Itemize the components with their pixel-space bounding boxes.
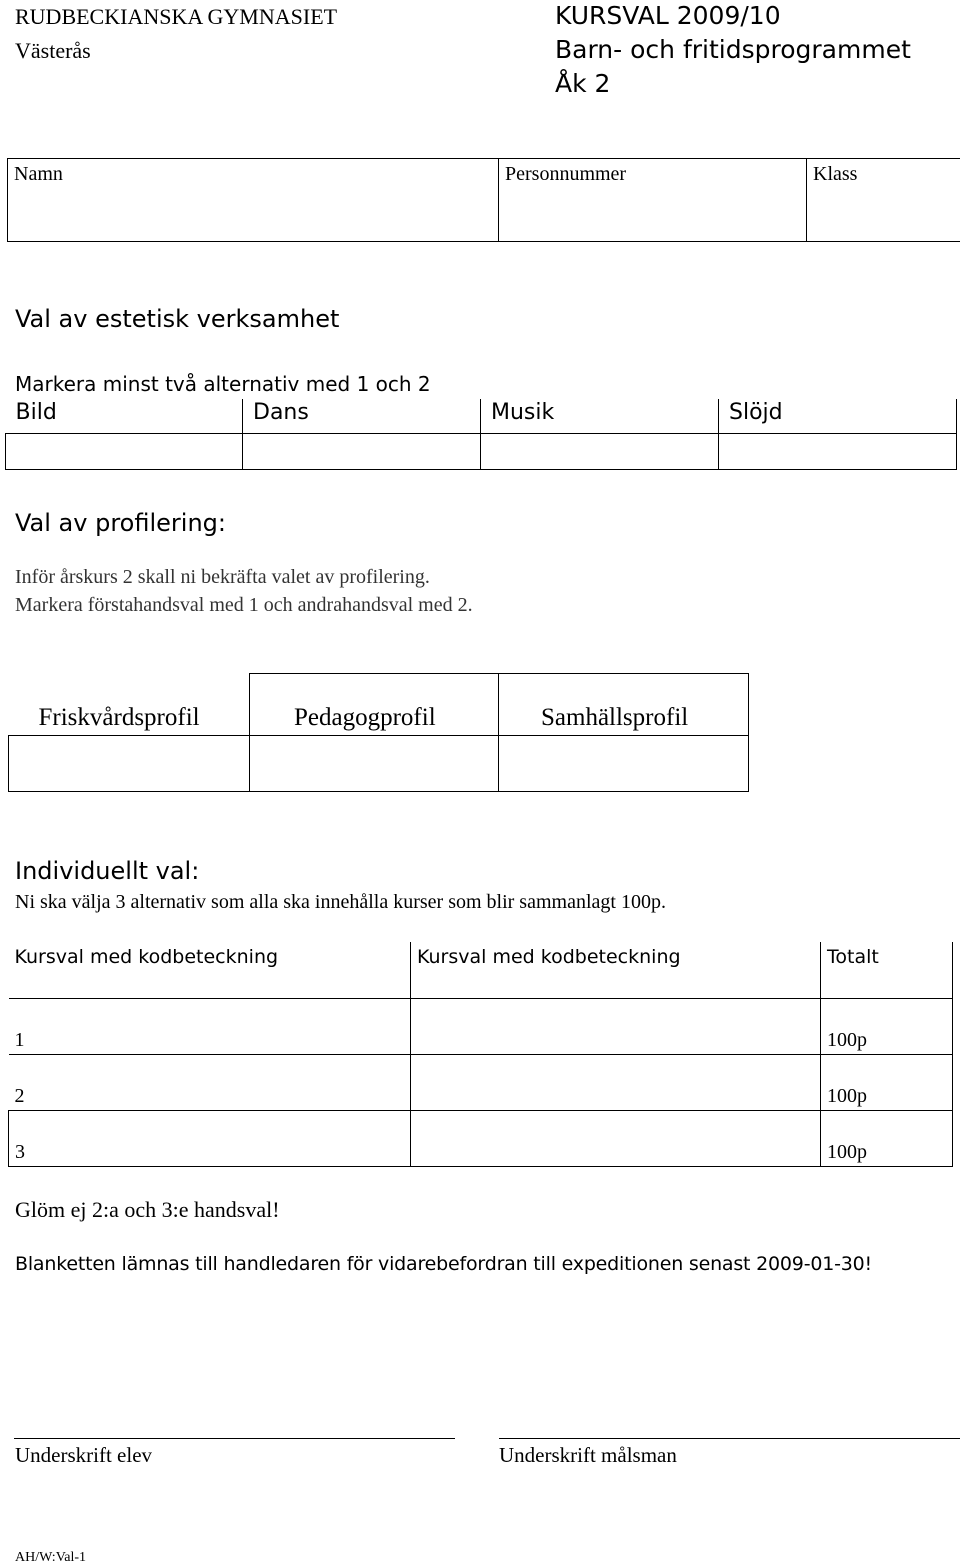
option-dans-mark-cell (243, 433, 481, 469)
option-slojd-label: Slöjd (729, 400, 783, 425)
profilering-table (8, 673, 749, 792)
klass-label: Klass (813, 163, 858, 185)
individuellt-heading: Individuellt val: (15, 857, 200, 885)
course-row-2-cell1[interactable] (9, 1054, 411, 1110)
estetisk-table (5, 399, 957, 470)
option-musik-header (481, 399, 719, 433)
profilering-line1: Inför årskurs 2 skall ni bekräfta valet av profilering. (15, 566, 430, 588)
student-signature-label: Underskrift elev (15, 1443, 153, 1467)
student-signature-line[interactable] (14, 1438, 455, 1439)
profile-samhall-mark-cell (499, 736, 749, 792)
school-year: Åk 2 (555, 69, 611, 98)
option-musik-mark-cell (481, 433, 719, 469)
course-row-1-number: 1 (14, 1028, 25, 1051)
course-row-1-total: 100p (827, 1028, 867, 1051)
name-cell[interactable] (8, 159, 499, 242)
course-row-3-total: 100p (827, 1140, 867, 1163)
profile-samhall-mark-input[interactable] (499, 736, 748, 791)
reminder-text: Glöm ej 2:a och 3:e handsval! (15, 1197, 280, 1222)
guardian-signature-line[interactable] (499, 1438, 960, 1439)
option-bild-header (6, 399, 243, 433)
profile-samhall-header (499, 674, 749, 736)
course-row-1-cell2[interactable] (411, 998, 821, 1054)
individuellt-table (8, 942, 953, 1167)
option-slojd-mark-cell (719, 433, 957, 469)
profile-samhall-label: Samhällsprofil (541, 704, 689, 731)
program-name: Barn- och fritidsprogrammet (555, 35, 911, 64)
profile-friskvard-header (9, 674, 250, 736)
course-row-3-cell2[interactable] (411, 1110, 821, 1166)
course-row-2-number: 2 (14, 1084, 25, 1107)
course-row-3-number: 3 (15, 1140, 25, 1163)
course-row-1-cell1[interactable] (9, 998, 411, 1054)
profile-friskvard-mark-cell (9, 736, 250, 792)
option-bild-label: Bild (15, 400, 57, 425)
option-bild-mark-cell (6, 433, 243, 469)
profile-pedagog-label: Pedagogprofil (294, 704, 436, 731)
estetisk-heading: Val av estetisk verksamhet (15, 305, 340, 333)
personnummer-label: Personnummer (505, 163, 627, 185)
total-col-header (821, 942, 953, 998)
option-musik-mark-input[interactable] (481, 434, 718, 469)
course-row-2-total: 100p (827, 1084, 867, 1107)
profile-friskvard-label: Friskvårdsprofil (38, 703, 200, 731)
school-city: Västerås (15, 38, 91, 63)
profile-pedagog-header (250, 674, 499, 736)
option-dans-header (243, 399, 481, 433)
option-slojd-mark-input[interactable] (719, 434, 956, 469)
course-col1-label: Kursval med kodbeteckning (14, 946, 279, 968)
personnummer-cell[interactable] (499, 159, 807, 242)
estetisk-instruction: Markera minst två alternativ med 1 och 2 (15, 372, 431, 396)
option-dans-mark-input[interactable] (243, 434, 480, 469)
course-col1-header (9, 942, 411, 998)
course-col2-header (411, 942, 821, 998)
option-bild-mark-input[interactable] (6, 434, 242, 469)
profile-pedagog-mark-input[interactable] (250, 736, 498, 791)
total-col-label: Totalt (827, 946, 879, 968)
form-title: KURSVAL 2009/10 (555, 1, 781, 30)
course-row-2-total-cell (821, 1054, 953, 1110)
profilering-heading: Val av profilering: (15, 509, 226, 537)
course-row-2-cell2[interactable] (411, 1054, 821, 1110)
course-row-3-cell1[interactable] (9, 1110, 411, 1166)
option-slojd-header (719, 399, 957, 433)
name-label: Namn (14, 163, 63, 185)
individuellt-instruction: Ni ska välja 3 alternativ som alla ska innehålla kurser som blir sammanlagt 100p. (15, 891, 666, 913)
profile-friskvard-mark-input[interactable] (9, 736, 249, 791)
option-dans-label: Dans (253, 400, 309, 425)
course-row-3-total-cell (821, 1110, 953, 1166)
course-row-1-total-cell (821, 998, 953, 1054)
student-info-table (7, 158, 960, 242)
guardian-signature-label: Underskrift målsman (499, 1443, 677, 1467)
profile-pedagog-mark-cell (250, 736, 499, 792)
course-col2-label: Kursval med kodbeteckning (417, 946, 681, 968)
option-musik-label: Musik (491, 400, 555, 425)
profilering-line2: Markera förstahandsval med 1 och andrahandsval med 2. (15, 594, 473, 616)
footer-code: AH/W:Val-1 (15, 1550, 87, 1565)
school-name: RUDBECKIANSKA GYMNASIET (15, 4, 338, 29)
submission-text: Blanketten lämnas till handledaren för vidarebefordran till expeditionen senast 2009-01-30! (15, 1253, 872, 1275)
klass-cell[interactable] (807, 159, 960, 242)
